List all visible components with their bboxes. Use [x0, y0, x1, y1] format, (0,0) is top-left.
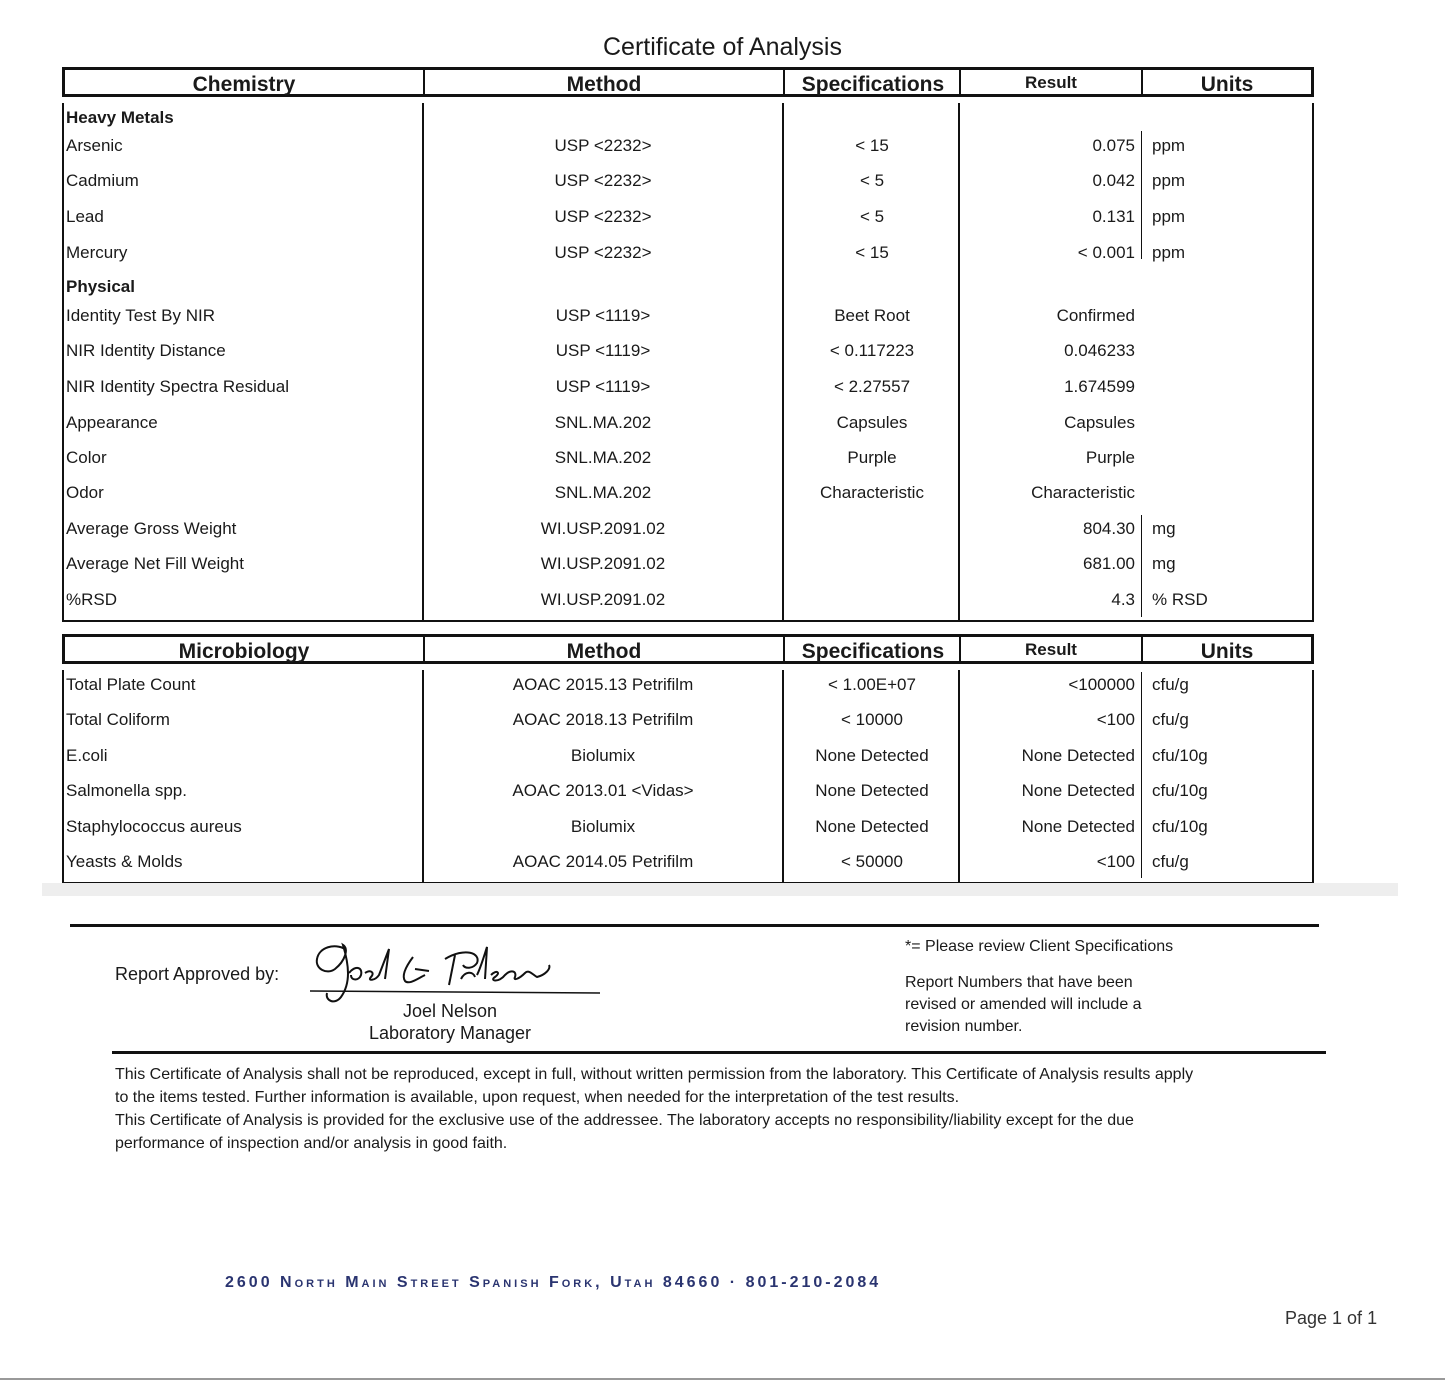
table-row [64, 743, 1312, 769]
table-row [64, 410, 1312, 436]
revision-line-1: Report Numbers that have been [905, 974, 1133, 991]
table-row [64, 778, 1312, 804]
result-cell: <100000 [1068, 675, 1135, 694]
disclaimer [115, 1063, 1315, 1155]
lab-address: 2600 North Main Street Spanish Fork, Utah 84660 · 801-210-2084 [225, 1274, 882, 1291]
header-units: Units [1200, 73, 1254, 96]
test-name: Arsenic [66, 136, 123, 155]
test-name: Total Plate Count [66, 675, 196, 694]
test-name: Salmonella spp. [66, 781, 187, 801]
table-row [64, 374, 1312, 400]
header-specifications: Specifications [801, 73, 945, 96]
spec-cell: None Detected [815, 816, 929, 836]
method-cell: USP <2232> [554, 136, 652, 155]
test-name: Lead [66, 207, 104, 226]
spec-cell: < 50000 [841, 852, 903, 871]
footer-rule-bottom [112, 1051, 1326, 1054]
spec-cell: < 5 [859, 207, 885, 226]
spec-cell: < 15 [855, 136, 889, 155]
table-row [64, 707, 1312, 733]
spec-cell: < 0.117223 [829, 341, 915, 360]
test-name: %RSD [66, 590, 118, 609]
result-cell: 4.3 [1111, 590, 1135, 609]
test-name: Staphylococcus aureus [66, 816, 242, 836]
chemistry-header [62, 67, 1314, 97]
method-cell: Biolumix [570, 816, 636, 836]
spec-cell: None Detected [815, 745, 929, 765]
spec-cell: < 10000 [841, 710, 903, 730]
test-name: Average Gross Weight [66, 519, 237, 538]
test-name: Total Coliform [66, 710, 170, 730]
table-row [64, 168, 1312, 194]
method-cell: AOAC 2018.13 Petrifilm [512, 710, 694, 730]
test-name: Mercury [66, 243, 128, 262]
header-chemistry: Chemistry [192, 73, 296, 96]
method-cell: AOAC 2015.13 Petrifilm [512, 675, 694, 694]
header-method: Method [566, 640, 642, 663]
revision-line-2: revised or amended will include a [905, 996, 1142, 1013]
units-cell: cfu/g [1152, 710, 1189, 730]
footer-rule-top [70, 924, 1319, 927]
document-title: Certificate of Analysis [603, 33, 842, 61]
separator-band [42, 883, 1398, 896]
units-cell: cfu/10g [1152, 745, 1208, 765]
revision-note [905, 972, 1142, 1038]
microbiology-header [62, 634, 1314, 664]
units-cell: mg [1152, 554, 1176, 573]
header-microbiology: Microbiology [178, 640, 310, 663]
result-cell: None Detected [1021, 781, 1135, 801]
test-name: Identity Test By NIR [66, 306, 215, 325]
table-row [64, 480, 1312, 506]
result-cell: <100 [1096, 852, 1135, 871]
result-cell: Confirmed [1056, 306, 1135, 325]
disclaimer-line-4: performance of inspection and/or analysis in good faith. [115, 1135, 508, 1152]
client-spec-note: *= Please review Client Specifications [905, 938, 1174, 955]
units-cell: % RSD [1152, 590, 1208, 609]
test-name: Color [66, 448, 107, 467]
header-units: Units [1200, 640, 1254, 663]
method-cell: Biolumix [570, 745, 636, 765]
table-row [64, 672, 1312, 698]
signature-image [305, 935, 605, 1010]
approver-role: Laboratory Manager [368, 1023, 532, 1043]
units-cell: cfu/g [1152, 852, 1189, 871]
method-cell: USP <2232> [554, 243, 652, 262]
spec-cell: < 2.27557 [833, 377, 911, 396]
method-cell: USP <2232> [554, 171, 652, 190]
units-cell: mg [1152, 519, 1176, 538]
spec-cell: Capsules [836, 413, 908, 432]
result-cell: 0.131 [1092, 207, 1135, 226]
table-row [64, 204, 1312, 230]
method-cell: AOAC 2014.05 Petrifilm [512, 852, 694, 871]
units-cell: cfu/10g [1152, 816, 1208, 836]
table-row [64, 516, 1312, 542]
spec-cell: < 1.00E+07 [828, 675, 916, 694]
test-name: E.coli [66, 745, 108, 765]
spec-cell: Beet Root [834, 306, 910, 325]
method-cell: WI.USP.2091.02 [540, 590, 666, 609]
result-cell: Capsules [1064, 413, 1135, 432]
method-cell: USP <1119> [555, 377, 651, 396]
approver-block [360, 1000, 540, 1044]
disclaimer-line-3: This Certificate of Analysis is provided for the exclusive use of the addressee. The laboratory accepts no responsibility/liability except for the due [115, 1112, 1134, 1129]
result-cell: < 0.001 [1077, 243, 1135, 262]
result-cell: None Detected [1021, 745, 1135, 765]
units-cell: cfu/10g [1152, 781, 1208, 801]
result-cell: None Detected [1021, 816, 1135, 836]
method-cell: WI.USP.2091.02 [540, 554, 666, 573]
spec-cell: None Detected [815, 781, 929, 801]
units-cell: ppm [1152, 171, 1186, 190]
test-name: Cadmium [66, 171, 139, 190]
method-cell: AOAC 2013.01 <Vidas> [512, 781, 694, 801]
method-cell: USP <2232> [554, 207, 652, 226]
disclaimer-line-1: This Certificate of Analysis shall not be reproduced, except in full, without written permission from the laboratory. This Certificate of Analysis results apply [115, 1066, 1194, 1083]
spec-cell: < 5 [859, 171, 885, 190]
table-row [64, 849, 1312, 875]
units-cell: ppm [1152, 243, 1186, 262]
revision-line-3: revision number. [905, 1018, 1023, 1035]
header-result: Result [1025, 640, 1077, 659]
result-cell: 0.075 [1092, 136, 1135, 155]
spec-cell: Purple [847, 448, 897, 467]
test-name: Yeasts & Molds [66, 852, 183, 871]
spec-cell: Characteristic [820, 483, 924, 502]
result-cell: 681.00 [1083, 554, 1135, 573]
result-cell: Characteristic [1031, 483, 1135, 502]
method-cell: USP <1119> [555, 341, 651, 360]
header-result: Result [1025, 73, 1077, 92]
header-method: Method [566, 73, 642, 96]
units-cell: ppm [1152, 207, 1186, 226]
test-name: Average Net Fill Weight [66, 554, 244, 573]
method-cell: USP <1119> [555, 306, 651, 325]
section-heading [64, 105, 1312, 131]
header-specifications: Specifications [801, 640, 945, 663]
test-name: NIR Identity Spectra Residual [66, 377, 289, 396]
section-label: Heavy Metals [66, 108, 174, 127]
test-name: Appearance [66, 413, 158, 432]
approver-name: Joel Nelson [402, 1001, 498, 1021]
table-row [64, 551, 1312, 577]
method-cell: SNL.MA.202 [554, 448, 652, 467]
result-cell: Purple [1085, 448, 1135, 467]
spec-cell: < 15 [855, 243, 889, 262]
table-row [64, 814, 1312, 840]
method-cell: WI.USP.2091.02 [540, 519, 666, 538]
test-name: NIR Identity Distance [66, 341, 226, 360]
page-bottom-rule [0, 1378, 1445, 1380]
section-heading [64, 274, 1312, 300]
table-row [64, 303, 1312, 329]
table-row [64, 133, 1312, 159]
units-cell: ppm [1152, 136, 1186, 155]
table-row [64, 445, 1312, 471]
result-cell: 0.046233 [1064, 341, 1135, 360]
disclaimer-line-2: to the items tested. Further information is available, upon request, when needed for the interpretation of the test results. [115, 1089, 960, 1106]
table-row [64, 338, 1312, 364]
units-cell: cfu/g [1152, 675, 1189, 694]
test-name: Odor [66, 483, 104, 502]
result-cell: 804.30 [1083, 519, 1135, 538]
page-number: Page 1 of 1 [1285, 1308, 1378, 1328]
result-cell: 0.042 [1092, 171, 1135, 190]
table-row [64, 240, 1312, 266]
table-row [64, 587, 1312, 613]
section-label: Physical [66, 277, 135, 296]
result-cell: 1.674599 [1064, 377, 1135, 396]
method-cell: SNL.MA.202 [554, 483, 652, 502]
result-cell: <100 [1096, 710, 1135, 730]
approved-by-label: Report Approved by: [115, 964, 280, 984]
method-cell: SNL.MA.202 [554, 413, 652, 432]
